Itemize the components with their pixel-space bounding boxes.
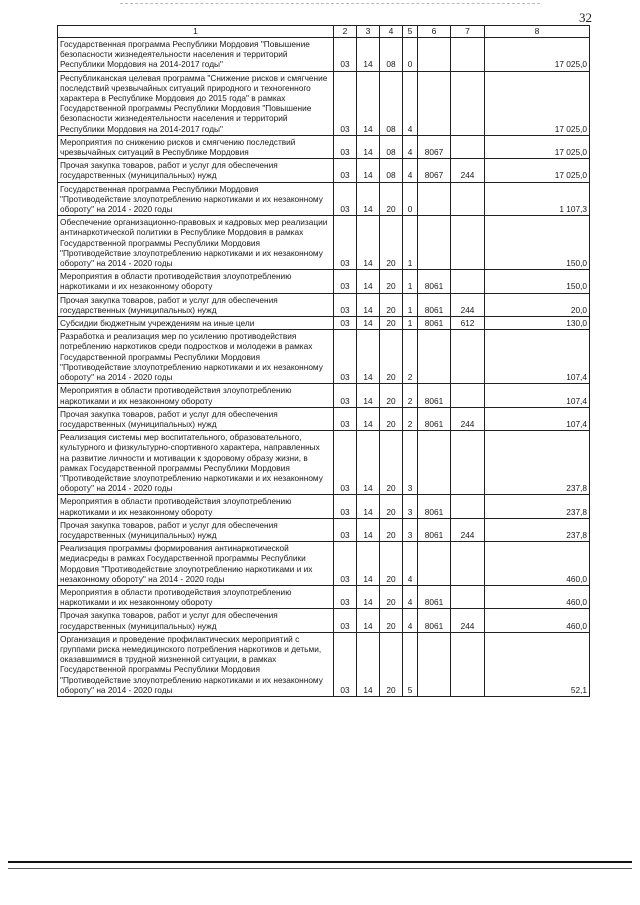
row-program-cell: 20 — [380, 216, 403, 270]
row-direction-cell: 8061 — [418, 293, 451, 316]
row-subsection-cell: 14 — [357, 585, 380, 608]
row-program-cell: 08 — [380, 71, 403, 135]
table-row — [58, 38, 590, 72]
row-subprogram-cell: 4 — [403, 71, 418, 135]
row-direction-cell — [418, 330, 451, 384]
row-direction-cell: 8061 — [418, 518, 451, 541]
row-direction-cell — [418, 542, 451, 586]
table-row — [58, 384, 590, 407]
table-header-row — [58, 26, 590, 38]
table-row — [58, 407, 590, 430]
row-direction-cell — [418, 182, 451, 216]
row-section-cell: 03 — [334, 542, 357, 586]
row-subprogram-cell: 1 — [403, 293, 418, 316]
row-program-cell: 20 — [380, 632, 403, 696]
row-name-cell: Прочая закупка товаров, работ и услуг для обеспечения государственных (муниципальных) нужд — [58, 407, 334, 430]
row-amount-cell: 17 025,0 — [485, 71, 590, 135]
row-program-cell: 20 — [380, 609, 403, 632]
row-direction-cell — [418, 71, 451, 135]
row-subprogram-cell: 2 — [403, 384, 418, 407]
row-amount-cell: 150,0 — [485, 270, 590, 293]
table-row — [58, 270, 590, 293]
header-cell: 3 — [357, 26, 380, 38]
row-expense-type-cell — [451, 216, 485, 270]
row-section-cell: 03 — [334, 38, 357, 72]
row-name-cell: Мероприятия в области противодействия злоупотреблению наркотиками и их незаконному обороту — [58, 270, 334, 293]
row-subsection-cell: 14 — [357, 216, 380, 270]
row-subsection-cell: 14 — [357, 71, 380, 135]
row-subsection-cell: 14 — [357, 182, 380, 216]
row-name-cell: Прочая закупка товаров, работ и услуг для обеспечения государственных (муниципальных) нужд — [58, 518, 334, 541]
row-name-cell: Разработка и реализация мер по усилению противодействия потреблению наркотиков среди подростков и молодежи в рамках Государственной программы Республики Мордовия "Противодействие злоупотреблению наркотиками и их незаконному обороту" на 2014 - 2020 годы — [58, 330, 334, 384]
row-program-cell: 20 — [380, 495, 403, 518]
row-section-cell: 03 — [334, 270, 357, 293]
row-section-cell: 03 — [334, 632, 357, 696]
row-subprogram-cell: 3 — [403, 495, 418, 518]
row-amount-cell: 460,0 — [485, 585, 590, 608]
table-row — [58, 317, 590, 330]
table-row — [58, 71, 590, 135]
row-direction-cell: 8061 — [418, 495, 451, 518]
table-row — [58, 182, 590, 216]
row-amount-cell: 17 025,0 — [485, 38, 590, 72]
row-subsection-cell: 14 — [357, 330, 380, 384]
row-program-cell: 20 — [380, 270, 403, 293]
row-expense-type-cell: 244 — [451, 159, 485, 182]
row-amount-cell: 237,8 — [485, 495, 590, 518]
row-subsection-cell: 14 — [357, 317, 380, 330]
row-name-cell: Республиканская целевая программа "Снижение рисков и смягчение последствий чрезвычайных ситуаций природного и техногенного характера в Республике Мордовия до 2015 года" в рамках Государственной программы Республики Мордовия "Повышение безопасности жизнедеятельности населения и территорий Республики Мордовия на 2014-2017 годы" — [58, 71, 334, 135]
row-section-cell: 03 — [334, 293, 357, 316]
row-subprogram-cell: 3 — [403, 431, 418, 495]
table-row — [58, 159, 590, 182]
row-direction-cell — [418, 38, 451, 72]
row-name-cell: Обеспечение организационно-правовых и кадровых мер реализации антинаркотической политики в Республике Мордовия в рамках Государственной программы Республики Мордовия "Противодействие злоупотреблению наркотиками и их незаконному обороту" на 2014 - 2020 годы — [58, 216, 334, 270]
scan-top-marks — [120, 3, 540, 5]
row-subsection-cell: 14 — [357, 270, 380, 293]
row-section-cell: 03 — [334, 135, 357, 158]
table-row — [58, 585, 590, 608]
row-program-cell: 08 — [380, 135, 403, 158]
row-direction-cell: 8061 — [418, 317, 451, 330]
row-name-cell: Мероприятия в области противодействия злоупотреблению наркотиками и их незаконному обороту — [58, 495, 334, 518]
row-name-cell: Мероприятия в области противодействия злоупотреблению наркотиками и их незаконному обороту — [58, 585, 334, 608]
table-row — [58, 518, 590, 541]
row-program-cell: 20 — [380, 293, 403, 316]
row-subprogram-cell: 1 — [403, 317, 418, 330]
table-row — [58, 542, 590, 586]
header-cell: 1 — [58, 26, 334, 38]
row-amount-cell: 237,8 — [485, 518, 590, 541]
row-section-cell: 03 — [334, 609, 357, 632]
row-subprogram-cell: 3 — [403, 518, 418, 541]
row-direction-cell: 8061 — [418, 609, 451, 632]
row-expense-type-cell — [451, 182, 485, 216]
row-subprogram-cell: 4 — [403, 609, 418, 632]
row-name-cell: Мероприятия в области противодействия злоупотреблению наркотиками и их незаконному обороту — [58, 384, 334, 407]
row-section-cell: 03 — [334, 71, 357, 135]
row-program-cell: 08 — [380, 38, 403, 72]
row-expense-type-cell: 244 — [451, 407, 485, 430]
row-subprogram-cell: 1 — [403, 216, 418, 270]
row-name-cell: Государственная программа Республики Мордовия "Противодействие злоупотреблению наркотиками и их незаконному обороту" на 2014 - 2020 годы — [58, 182, 334, 216]
row-amount-cell: 17 025,0 — [485, 135, 590, 158]
page-bottom-rule — [8, 861, 632, 863]
row-expense-type-cell: 612 — [451, 317, 485, 330]
row-section-cell: 03 — [334, 585, 357, 608]
row-expense-type-cell — [451, 632, 485, 696]
row-direction-cell: 8061 — [418, 585, 451, 608]
row-subsection-cell: 14 — [357, 495, 380, 518]
page-number: 32 — [579, 10, 592, 25]
row-subsection-cell: 14 — [357, 542, 380, 586]
row-program-cell: 20 — [380, 407, 403, 430]
row-section-cell: 03 — [334, 495, 357, 518]
table-row — [58, 495, 590, 518]
row-direction-cell — [418, 632, 451, 696]
row-direction-cell: 8067 — [418, 135, 451, 158]
row-amount-cell: 1 107,3 — [485, 182, 590, 216]
row-amount-cell: 52,1 — [485, 632, 590, 696]
row-program-cell: 20 — [380, 542, 403, 586]
table-row — [58, 293, 590, 316]
row-amount-cell: 107,4 — [485, 384, 590, 407]
header-cell: 6 — [418, 26, 451, 38]
row-expense-type-cell — [451, 270, 485, 293]
table-row — [58, 216, 590, 270]
row-subprogram-cell: 4 — [403, 159, 418, 182]
row-expense-type-cell — [451, 38, 485, 72]
row-section-cell: 03 — [334, 182, 357, 216]
row-section-cell: 03 — [334, 330, 357, 384]
row-amount-cell: 130,0 — [485, 317, 590, 330]
row-subprogram-cell: 1 — [403, 270, 418, 293]
row-program-cell: 20 — [380, 384, 403, 407]
row-name-cell: Субсидии бюджетным учреждениям на иные цели — [58, 317, 334, 330]
row-expense-type-cell — [451, 431, 485, 495]
row-subsection-cell: 14 — [357, 407, 380, 430]
row-program-cell: 08 — [380, 159, 403, 182]
row-name-cell: Мероприятия по снижению рисков и смягчению последствий чрезвычайных ситуаций в Республике Мордовия — [58, 135, 334, 158]
row-program-cell: 20 — [380, 431, 403, 495]
row-subprogram-cell: 0 — [403, 38, 418, 72]
header-cell: 2 — [334, 26, 357, 38]
budget-table — [57, 25, 590, 697]
row-subsection-cell: 14 — [357, 431, 380, 495]
row-amount-cell: 107,4 — [485, 407, 590, 430]
row-amount-cell: 17 025,0 — [485, 159, 590, 182]
row-section-cell: 03 — [334, 216, 357, 270]
row-amount-cell: 107,4 — [485, 330, 590, 384]
row-subsection-cell: 14 — [357, 609, 380, 632]
row-subprogram-cell: 4 — [403, 135, 418, 158]
table-row — [58, 431, 590, 495]
row-program-cell: 20 — [380, 518, 403, 541]
table-row — [58, 609, 590, 632]
row-name-cell: Реализация системы мер воспитательного, образовательного, культурного и физкультурно-спортивного характера, направленных на развитие личности и мотивации к здоровому образу жизни, в рамках Государственной программы Республики Мордовия "Противодействие злоупотреблению наркотиками и их незаконному обороту" на 2014 - 2020 годы — [58, 431, 334, 495]
row-direction-cell — [418, 431, 451, 495]
row-amount-cell: 150,0 — [485, 216, 590, 270]
row-expense-type-cell: 244 — [451, 609, 485, 632]
header-cell: 7 — [451, 26, 485, 38]
row-amount-cell: 460,0 — [485, 609, 590, 632]
row-amount-cell: 237,8 — [485, 431, 590, 495]
row-expense-type-cell: 244 — [451, 293, 485, 316]
row-direction-cell: 8061 — [418, 407, 451, 430]
row-section-cell: 03 — [334, 407, 357, 430]
row-expense-type-cell: 244 — [451, 518, 485, 541]
row-expense-type-cell — [451, 71, 485, 135]
row-expense-type-cell — [451, 330, 485, 384]
row-section-cell: 03 — [334, 317, 357, 330]
row-subprogram-cell: 4 — [403, 542, 418, 586]
row-subsection-cell: 14 — [357, 135, 380, 158]
page-bottom-rule-secondary — [8, 868, 632, 869]
row-amount-cell: 460,0 — [485, 542, 590, 586]
header-cell: 5 — [403, 26, 418, 38]
row-section-cell: 03 — [334, 431, 357, 495]
row-program-cell: 20 — [380, 330, 403, 384]
row-name-cell: Организация и проведение профилактических мероприятий с группами риска немедицинского потребления наркотиков и детьми, оказавшимися в трудной жизненной ситуации, в рамках Государственной программы Республики Мордовия "Противодействие злоупотреблению наркотиками и их незаконному обороту" на 2014 - 2020 годы — [58, 632, 334, 696]
table-row — [58, 135, 590, 158]
row-amount-cell: 20,0 — [485, 293, 590, 316]
row-expense-type-cell — [451, 495, 485, 518]
row-direction-cell: 8061 — [418, 270, 451, 293]
row-name-cell: Реализация программы формирования антинаркотической медиасреды в рамках Государственной программы Республики Мордовия "Противодействие злоупотреблению наркотиками и их незаконному обороту" на 2014 - 2020 годы — [58, 542, 334, 586]
table-row — [58, 330, 590, 384]
header-cell: 8 — [485, 26, 590, 38]
row-direction-cell: 8067 — [418, 159, 451, 182]
row-expense-type-cell — [451, 585, 485, 608]
row-subsection-cell: 14 — [357, 384, 380, 407]
row-name-cell: Прочая закупка товаров, работ и услуг для обеспечения государственных (муниципальных) нужд — [58, 293, 334, 316]
row-program-cell: 20 — [380, 585, 403, 608]
row-section-cell: 03 — [334, 518, 357, 541]
header-cell: 4 — [380, 26, 403, 38]
row-expense-type-cell — [451, 542, 485, 586]
row-section-cell: 03 — [334, 159, 357, 182]
row-program-cell: 20 — [380, 317, 403, 330]
row-subprogram-cell: 5 — [403, 632, 418, 696]
row-expense-type-cell — [451, 135, 485, 158]
row-name-cell: Прочая закупка товаров, работ и услуг для обеспечения государственных (муниципальных) нужд — [58, 159, 334, 182]
row-section-cell: 03 — [334, 384, 357, 407]
row-direction-cell — [418, 216, 451, 270]
row-subsection-cell: 14 — [357, 159, 380, 182]
row-direction-cell: 8061 — [418, 384, 451, 407]
row-subsection-cell: 14 — [357, 38, 380, 72]
row-subprogram-cell: 2 — [403, 330, 418, 384]
row-expense-type-cell — [451, 384, 485, 407]
row-name-cell: Прочая закупка товаров, работ и услуг для обеспечения государственных (муниципальных) нужд — [58, 609, 334, 632]
table-row — [58, 632, 590, 696]
row-subprogram-cell: 2 — [403, 407, 418, 430]
row-subprogram-cell: 0 — [403, 182, 418, 216]
row-name-cell: Государственная программа Республики Мордовия "Повышение безопасности жизнедеятельности населения и территорий Республики Мордовия на 2014-2017 годы" — [58, 38, 334, 72]
row-program-cell: 20 — [380, 182, 403, 216]
row-subsection-cell: 14 — [357, 518, 380, 541]
row-subsection-cell: 14 — [357, 293, 380, 316]
row-subsection-cell: 14 — [357, 632, 380, 696]
row-subprogram-cell: 4 — [403, 585, 418, 608]
